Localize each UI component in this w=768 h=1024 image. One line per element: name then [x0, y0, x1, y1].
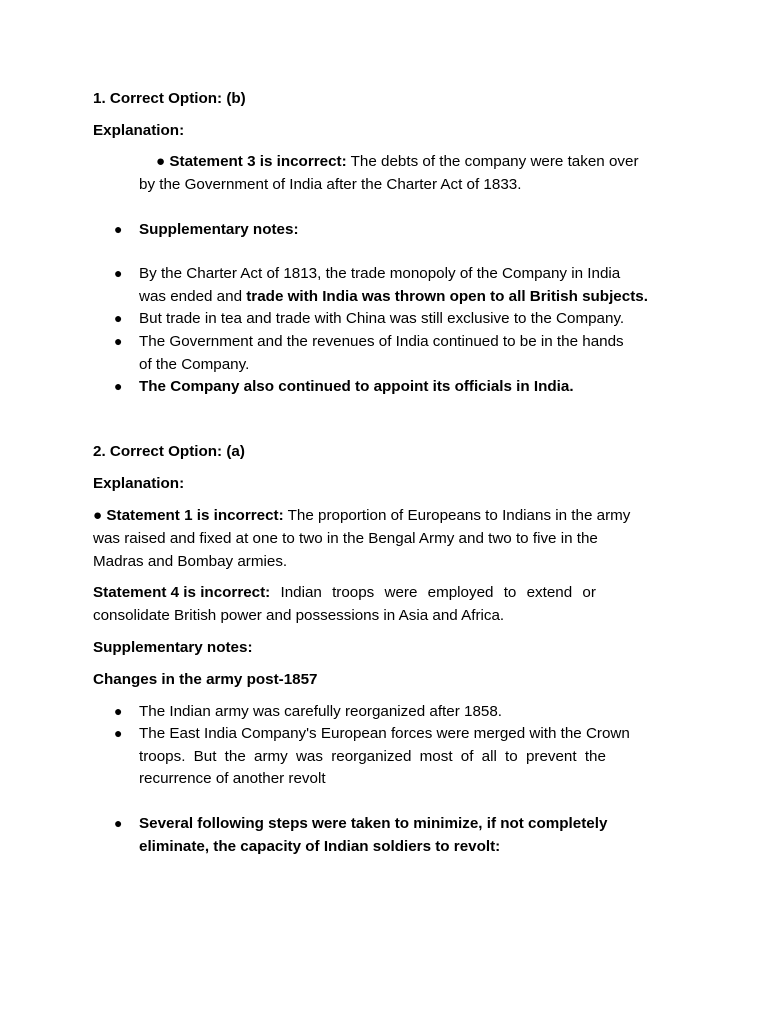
bullet-icon: ● [114, 815, 123, 831]
q1-note-4: The Company also continued to appoint its officials in India. [139, 378, 574, 395]
q1-note-3-line2: of the Company. [139, 356, 250, 373]
q2-supplementary-label: Supplementary notes: [93, 639, 253, 656]
q1-heading: 1. Correct Option: (b) [93, 90, 246, 107]
q2-statement1-line2: was raised and fixed at one to two in the Bengal Army and two to five in the [93, 530, 598, 547]
q1-statement-bold: Statement 3 is incorrect: [169, 153, 347, 170]
bullet-icon: ● [114, 703, 123, 719]
q1-statement-line2: by the Government of India after the Charter Act of 1833. [139, 176, 522, 193]
q1-statement [156, 150, 639, 173]
bullet-icon: ● [114, 725, 123, 741]
q2-statement1-line1: ● Statement 1 is incorrect: The proportion of Europeans to Indians in the army [93, 507, 631, 524]
bullet-icon: ● [114, 221, 123, 237]
q1-note-1-line2: was ended and trade with India was thrown open to all British subjects. [139, 288, 648, 305]
q1-supplementary-label: Supplementary notes: [139, 221, 299, 238]
q1-explanation-label: Explanation: [93, 122, 185, 139]
q2-explanation-label: Explanation: [93, 475, 185, 492]
q1-note-2: But trade in tea and trade with China was still exclusive to the Company. [139, 310, 625, 327]
q2-note-3-line2: eliminate, the capacity of Indian soldiers to revolt: [139, 838, 501, 855]
q1-statement-text: The debts of the company were taken over [346, 153, 639, 170]
bullet-icon: ● [114, 378, 123, 394]
bullet-icon: ● [93, 507, 103, 524]
q1-note-1-line1: By the Charter Act of 1813, the trade monopoly of the Company in India [139, 265, 621, 282]
bullet-icon: ● [114, 265, 123, 281]
bullet-icon: ● [114, 333, 123, 349]
q2-note-2-line3: recurrence of another revolt [139, 770, 326, 787]
q2-heading: 2. Correct Option: (a) [93, 443, 245, 460]
q2-note-2-line2: troops. But the army was reorganized most of all to prevent the [139, 748, 606, 765]
q2-note-1: The Indian army was carefully reorganized after 1858. [139, 703, 503, 720]
bullet-icon: ● [156, 153, 166, 170]
q2-statement4-line2: consolidate British power and possessions in Asia and Africa. [93, 607, 505, 624]
q1-note-3-line1: The Government and the revenues of India continued to be in the hands [139, 333, 624, 350]
q2-note-3-line1: Several following steps were taken to minimize, if not completely [139, 815, 608, 832]
q2-changes-heading: Changes in the army post-1857 [93, 671, 318, 688]
q2-statement4-line1: Statement 4 is incorrect: Indian troops were employed to extend or [93, 584, 596, 601]
q2-note-2-line1: The East India Company's European forces were merged with the Crown [139, 725, 630, 742]
q2-statement1-line3: Madras and Bombay armies. [93, 553, 288, 570]
bullet-icon: ● [114, 310, 123, 326]
